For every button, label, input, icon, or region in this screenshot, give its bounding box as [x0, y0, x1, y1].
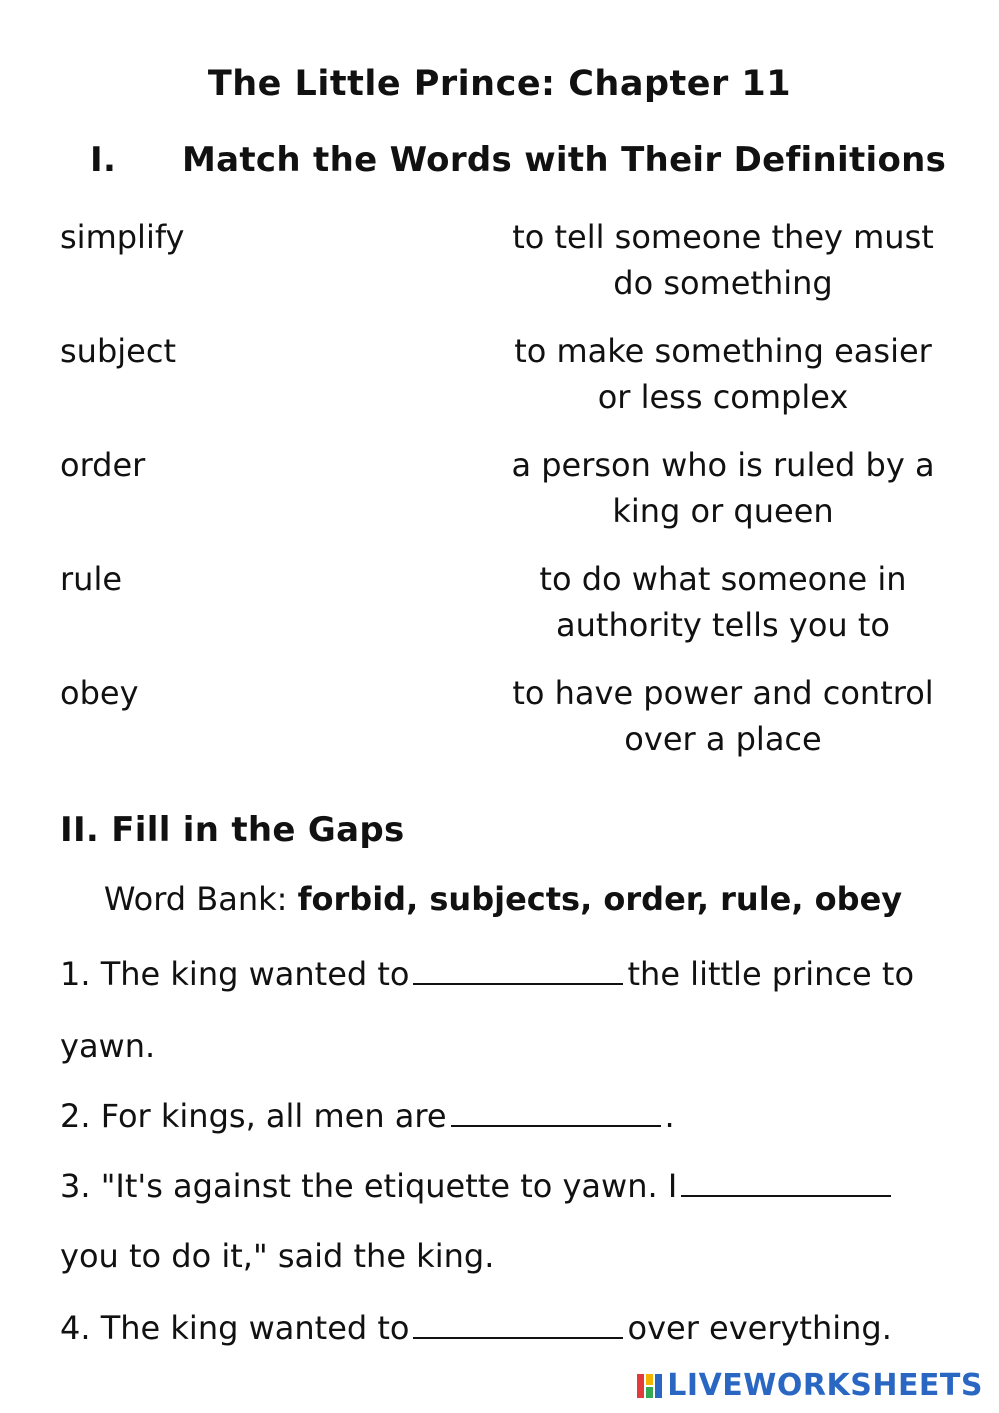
section-1-heading	[90, 140, 946, 180]
match-word[interactable]: order	[60, 446, 146, 484]
brand-text: LIVEWORKSHEETS	[667, 1368, 983, 1403]
match-row	[0, 214, 999, 324]
match-definition[interactable]: to tell someone they must do something	[512, 218, 934, 302]
match-row	[0, 442, 999, 552]
section-2-heading: II. Fill in the Gaps	[60, 810, 405, 850]
gap-input-2[interactable]	[451, 1095, 661, 1127]
word-bank-words: forbid, subjects, order, rule, obey	[297, 880, 903, 918]
word-bank-label: Word Bank:	[103, 880, 288, 918]
section-1-title: Match the Words with Their Definitions	[182, 140, 947, 180]
page-title: The Little Prince: Chapter 11	[207, 64, 792, 104]
match-word[interactable]: obey	[60, 674, 139, 712]
match-row	[0, 328, 999, 438]
match-word[interactable]: subject	[60, 332, 176, 370]
gap-input-3[interactable]	[681, 1165, 891, 1197]
gap-input-1[interactable]	[413, 953, 623, 985]
sentence-4	[60, 1306, 892, 1350]
match-definition[interactable]: to do what someone in authority tells you to	[539, 560, 907, 644]
sentence-1-continued: yawn.	[60, 1027, 156, 1065]
section-1-number: I.	[90, 140, 117, 180]
match-definition[interactable]: a person who is ruled by a king or queen	[511, 446, 935, 530]
sentence-text: over everything.	[627, 1309, 892, 1347]
sentence-3-continued: you to do it," said the king.	[60, 1237, 495, 1275]
sentence-2	[60, 1094, 675, 1138]
match-definition[interactable]: to make something easier or less complex	[514, 332, 932, 416]
match-word[interactable]: rule	[60, 560, 123, 598]
match-definition[interactable]: to have power and control over a place	[512, 674, 934, 758]
sentence-text: 4. The king wanted to	[60, 1309, 410, 1347]
sentence-1	[60, 952, 914, 996]
gap-input-4[interactable]	[413, 1307, 623, 1339]
sentence-text: the little prince to	[627, 955, 915, 993]
sentence-text: .	[664, 1097, 675, 1135]
match-row	[0, 556, 999, 666]
match-word[interactable]: simplify	[60, 218, 185, 256]
word-bank	[0, 880, 999, 918]
sentence-text: 2. For kings, all men are	[60, 1097, 447, 1135]
liveworksheets-logo-icon	[637, 1372, 663, 1400]
sentence-text: 3. "It's against the etiquette to yawn. I	[60, 1167, 678, 1205]
sentence-3	[60, 1164, 895, 1208]
liveworksheets-brand[interactable]	[637, 1368, 983, 1403]
match-row	[0, 670, 999, 780]
sentence-text: 1. The king wanted to	[60, 955, 410, 993]
